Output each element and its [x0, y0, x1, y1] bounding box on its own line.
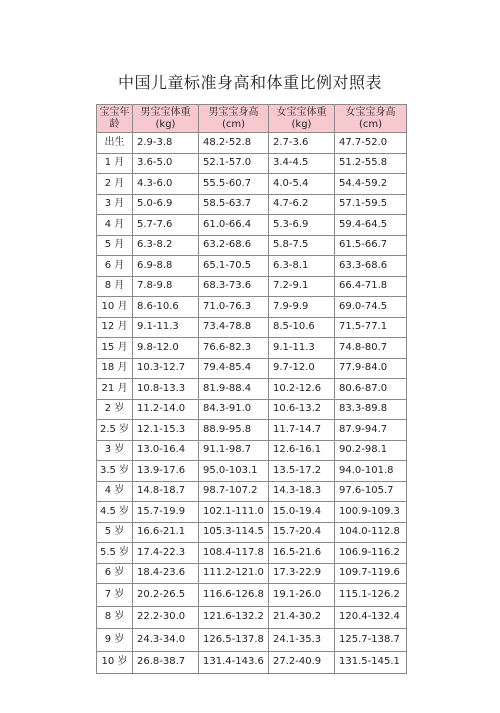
cell-boy-weight: 7.8-9.8 — [133, 276, 199, 297]
table-row — [97, 629, 407, 652]
cell-age: 10 月 — [97, 297, 133, 318]
cell-boy-height: 65.1-70.5 — [199, 256, 269, 277]
cell-boy-weight: 11.2-14.0 — [133, 399, 199, 420]
cell-boy-weight: 15.7-19.9 — [133, 502, 199, 523]
cell-girl-height: 69.0-74.5 — [335, 297, 407, 318]
cell-age: 6 岁 — [97, 563, 133, 584]
cell-boy-weight: 13.0-16.4 — [133, 440, 199, 461]
cell-boy-weight: 10.3-12.7 — [133, 358, 199, 379]
table-row — [97, 440, 407, 461]
cell-boy-height: 111.2-121.0 — [199, 563, 269, 584]
cell-girl-height: 83.3-89.8 — [335, 399, 407, 420]
cell-girl-weight: 10.6-13.2 — [269, 399, 335, 420]
cell-boy-height: 61.0-66.4 — [199, 215, 269, 236]
header-boy-weight: 男宝宝体重(kg) — [133, 105, 199, 133]
cell-boy-height: 73.4-78.8 — [199, 317, 269, 338]
cell-girl-weight: 14.3-18.3 — [269, 481, 335, 502]
cell-girl-weight: 5.8-7.5 — [269, 235, 335, 256]
cell-boy-weight: 4.3-6.0 — [133, 174, 199, 195]
cell-girl-weight: 4.0-5.4 — [269, 174, 335, 195]
header-boy-height: 男宝宝身高(cm) — [199, 105, 269, 133]
page-title: 中国儿童标准身高和体重比例对照表 — [117, 73, 382, 92]
cell-girl-height: 59.4-64.5 — [335, 215, 407, 236]
cell-age: 4.5 岁 — [97, 502, 133, 523]
cell-girl-weight: 12.6-16.1 — [269, 440, 335, 461]
cell-girl-weight: 21.4-30.2 — [269, 606, 335, 629]
cell-age: 12 月 — [97, 317, 133, 338]
table-row — [97, 297, 407, 318]
cell-age: 10 岁 — [97, 651, 133, 674]
cell-boy-height: 102.1-111.0 — [199, 502, 269, 523]
cell-girl-height: 61.5-66.7 — [335, 235, 407, 256]
cell-boy-height: 126.5-137.8 — [199, 629, 269, 652]
cell-age: 15 月 — [97, 338, 133, 359]
cell-girl-height: 71.5-77.1 — [335, 317, 407, 338]
cell-age: 9 岁 — [97, 629, 133, 652]
cell-age: 8 岁 — [97, 606, 133, 629]
cell-boy-weight: 6.9-8.8 — [133, 256, 199, 277]
table-row — [97, 153, 407, 174]
cell-girl-height: 104.0-112.8 — [335, 522, 407, 543]
cell-girl-height: 54.4-59.2 — [335, 174, 407, 195]
header-row — [97, 105, 407, 133]
cell-boy-weight: 9.8-12.0 — [133, 338, 199, 359]
cell-girl-weight: 24.1-35.3 — [269, 629, 335, 652]
header-girl-height: 女宝宝身高(cm) — [335, 105, 407, 133]
cell-boy-height: 121.6-132.2 — [199, 606, 269, 629]
cell-boy-weight: 16.6-21.1 — [133, 522, 199, 543]
cell-girl-weight: 15.0-19.4 — [269, 502, 335, 523]
cell-boy-weight: 10.8-13.3 — [133, 379, 199, 400]
cell-age: 2 月 — [97, 174, 133, 195]
cell-boy-height: 105.3-114.5 — [199, 522, 269, 543]
cell-girl-height: 63.3-68.6 — [335, 256, 407, 277]
cell-girl-weight: 3.4-4.5 — [269, 153, 335, 174]
cell-girl-height: 109.7-119.6 — [335, 563, 407, 584]
cell-boy-height: 58.5-63.7 — [199, 194, 269, 215]
cell-age: 3.5 岁 — [97, 461, 133, 482]
table-row — [97, 358, 407, 379]
cell-age: 6 月 — [97, 256, 133, 277]
cell-age: 18 月 — [97, 358, 133, 379]
cell-age: 1 月 — [97, 153, 133, 174]
cell-girl-height: 87.9-94.7 — [335, 420, 407, 441]
cell-age: 7 岁 — [97, 584, 133, 607]
cell-girl-weight: 8.5-10.6 — [269, 317, 335, 338]
table-row — [97, 317, 407, 338]
cell-girl-height: 97.6-105.7 — [335, 481, 407, 502]
cell-boy-weight: 17.4-22.3 — [133, 543, 199, 564]
cell-age: 5.5 岁 — [97, 543, 133, 564]
cell-age: 5 月 — [97, 235, 133, 256]
cell-boy-weight: 26.8-38.7 — [133, 651, 199, 674]
cell-boy-weight: 6.3-8.2 — [133, 235, 199, 256]
cell-girl-weight: 6.3-8.1 — [269, 256, 335, 277]
table-row — [97, 194, 407, 215]
cell-girl-weight: 19.1-26.0 — [269, 584, 335, 607]
cell-age: 4 月 — [97, 215, 133, 236]
cell-age: 3 岁 — [97, 440, 133, 461]
cell-age: 21 月 — [97, 379, 133, 400]
table-row — [97, 543, 407, 564]
table-row — [97, 379, 407, 400]
cell-boy-height: 71.0-76.3 — [199, 297, 269, 318]
cell-boy-weight: 20.2-26.5 — [133, 584, 199, 607]
header-girl-weight: 女宝宝体重(kg) — [269, 105, 335, 133]
cell-girl-weight: 13.5-17.2 — [269, 461, 335, 482]
table-row — [97, 215, 407, 236]
cell-girl-weight: 9.1-11.3 — [269, 338, 335, 359]
cell-age: 5 岁 — [97, 522, 133, 543]
cell-boy-weight: 24.3-34.0 — [133, 629, 199, 652]
cell-age: 4 岁 — [97, 481, 133, 502]
cell-girl-weight: 27.2-40.9 — [269, 651, 335, 674]
cell-girl-weight: 10.2-12.6 — [269, 379, 335, 400]
table-row — [97, 563, 407, 584]
cell-boy-height: 84.3-91.0 — [199, 399, 269, 420]
cell-boy-height: 52.1-57.0 — [199, 153, 269, 174]
cell-boy-weight: 8.6-10.6 — [133, 297, 199, 318]
cell-girl-height: 100.9-109.3 — [335, 502, 407, 523]
table-row — [97, 235, 407, 256]
cell-girl-height: 80.6-87.0 — [335, 379, 407, 400]
cell-girl-height: 94.0-101.8 — [335, 461, 407, 482]
cell-girl-height: 131.5-145.1 — [335, 651, 407, 674]
cell-girl-weight: 4.7-6.2 — [269, 194, 335, 215]
cell-boy-weight: 14.8-18.7 — [133, 481, 199, 502]
table-body — [97, 133, 407, 674]
table-row — [97, 174, 407, 195]
cell-boy-height: 98.7-107.2 — [199, 481, 269, 502]
cell-boy-height: 63.2-68.6 — [199, 235, 269, 256]
cell-girl-height: 77.9-84.0 — [335, 358, 407, 379]
cell-girl-height: 106.9-116.2 — [335, 543, 407, 564]
cell-age: 8 月 — [97, 276, 133, 297]
cell-girl-height: 125.7-138.7 — [335, 629, 407, 652]
cell-girl-height: 115.1-126.2 — [335, 584, 407, 607]
cell-girl-height: 74.8-80.7 — [335, 338, 407, 359]
table-header — [97, 105, 407, 133]
cell-girl-weight: 9.7-12.0 — [269, 358, 335, 379]
cell-boy-weight: 22.2-30.0 — [133, 606, 199, 629]
cell-girl-height: 47.7-52.0 — [335, 133, 407, 154]
table-row — [97, 338, 407, 359]
cell-boy-height: 91.1-98.7 — [199, 440, 269, 461]
table-row — [97, 606, 407, 629]
cell-girl-height: 66.4-71.8 — [335, 276, 407, 297]
cell-boy-weight: 2.9-3.8 — [133, 133, 199, 154]
table-row — [97, 584, 407, 607]
cell-girl-height: 90.2-98.1 — [335, 440, 407, 461]
table-row — [97, 522, 407, 543]
growth-chart-table — [96, 104, 407, 674]
cell-boy-height: 68.3-73.6 — [199, 276, 269, 297]
cell-boy-height: 108.4-117.8 — [199, 543, 269, 564]
cell-boy-weight: 5.7-7.6 — [133, 215, 199, 236]
header-age: 宝宝年龄 — [97, 105, 133, 133]
cell-girl-height: 51.2-55.8 — [335, 153, 407, 174]
table-row — [97, 651, 407, 674]
cell-girl-weight: 17.3-22.9 — [269, 563, 335, 584]
cell-boy-height: 88.9-95.8 — [199, 420, 269, 441]
cell-boy-height: 116.6-126.8 — [199, 584, 269, 607]
cell-boy-height: 79.4-85.4 — [199, 358, 269, 379]
cell-age: 出生 — [97, 133, 133, 154]
cell-boy-height: 131.4-143.6 — [199, 651, 269, 674]
cell-girl-weight: 5.3-6.9 — [269, 215, 335, 236]
table-row — [97, 256, 407, 277]
cell-girl-weight: 11.7-14.7 — [269, 420, 335, 441]
cell-boy-height: 55.5-60.7 — [199, 174, 269, 195]
table-row — [97, 481, 407, 502]
cell-girl-weight: 16.5-21.6 — [269, 543, 335, 564]
cell-boy-height: 76.6-82.3 — [199, 338, 269, 359]
cell-boy-weight: 3.6-5.0 — [133, 153, 199, 174]
cell-girl-height: 120.4-132.4 — [335, 606, 407, 629]
table-row — [97, 420, 407, 441]
cell-boy-weight: 12.1-15.3 — [133, 420, 199, 441]
cell-boy-weight: 9.1-11.3 — [133, 317, 199, 338]
cell-age: 2.5 岁 — [97, 420, 133, 441]
table-row — [97, 133, 407, 154]
cell-girl-weight: 15.7-20.4 — [269, 522, 335, 543]
table-row — [97, 399, 407, 420]
table-row — [97, 502, 407, 523]
cell-girl-weight: 7.9-9.9 — [269, 297, 335, 318]
cell-girl-weight: 7.2-9.1 — [269, 276, 335, 297]
cell-girl-height: 57.1-59.5 — [335, 194, 407, 215]
cell-boy-weight: 13.9-17.6 — [133, 461, 199, 482]
cell-boy-height: 48.2-52.8 — [199, 133, 269, 154]
cell-age: 2 岁 — [97, 399, 133, 420]
table-row — [97, 276, 407, 297]
cell-girl-weight: 2.7-3.6 — [269, 133, 335, 154]
cell-boy-height: 95.0-103.1 — [199, 461, 269, 482]
cell-boy-height: 81.9-88.4 — [199, 379, 269, 400]
cell-boy-weight: 5.0-6.9 — [133, 194, 199, 215]
cell-age: 3 月 — [97, 194, 133, 215]
cell-boy-weight: 18.4-23.6 — [133, 563, 199, 584]
table-row — [97, 461, 407, 482]
